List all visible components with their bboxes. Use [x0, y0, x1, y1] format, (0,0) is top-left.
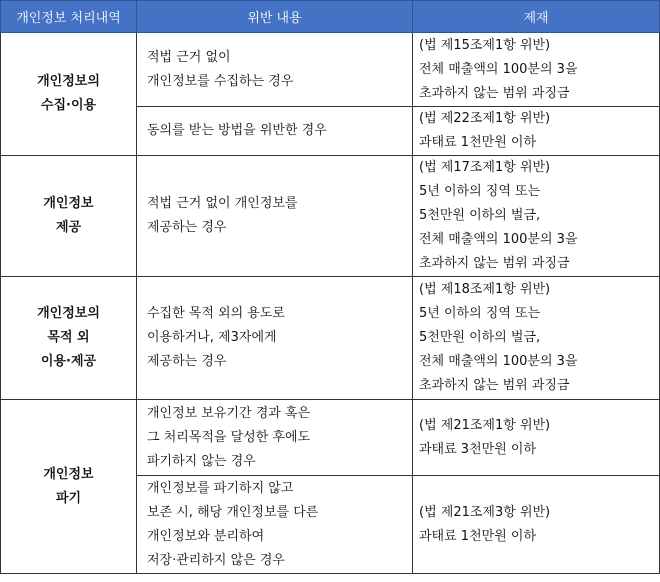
penalty-cell [413, 277, 660, 400]
penalty-line: 5천만원 이하의 벌금, [419, 330, 541, 345]
violation-line: 그 처리목적을 달성한 후에도 [147, 429, 311, 445]
category-line: 파기 [55, 490, 82, 506]
violation-line: 저장·관리하지 않은 경우 [147, 552, 285, 568]
violation-line: 보존 시, 해당 개인정보를 다른 [147, 504, 319, 520]
penalty-line: 전체 매출액의 100분의 3을 [419, 61, 578, 77]
penalty-cell [413, 400, 660, 476]
penalty-line: 과태료 1천만원 이하 [419, 528, 536, 544]
category-line: 수집·이용 [40, 98, 97, 113]
penalty-line: (법 제21조제1항 위반) [419, 417, 551, 433]
violation-line: 적법 근거 없이 [147, 49, 231, 65]
violation-line: 수집한 목적 외의 용도로 [147, 306, 285, 321]
penalty-line: (법 제17조제1항 위반) [419, 160, 551, 175]
penalty-line: 초과하지 않는 범위 과징금 [419, 85, 570, 101]
penalty-line: 초과하지 않는 범위 과징금 [419, 378, 570, 393]
category-line: 이용·제공 [40, 354, 97, 369]
category-line: 개인정보의 [37, 74, 100, 89]
penalty-line: 전체 매출액의 100분의 3을 [419, 354, 578, 369]
penalty-line: (법 제18조제1항 위반) [419, 282, 551, 297]
category-line: 제공 [55, 220, 82, 235]
category-cell-destruction [1, 400, 137, 574]
penalty-cell [413, 107, 660, 156]
violation-cell [137, 476, 413, 574]
penalty-line: 전체 매출액의 100분의 3을 [419, 232, 578, 247]
table-row [1, 277, 660, 400]
header-sanction: 제재 [413, 1, 660, 33]
penalty-line: 5년 이하의 징역 또는 [419, 306, 541, 321]
violation-line: 적법 근거 없이 개인정보를 [147, 196, 298, 211]
category-cell-off-purpose-use [1, 277, 137, 400]
header-violation: 위반 내용 [137, 1, 413, 33]
category-line: 개인정보의 [37, 306, 100, 321]
category-line: 목적 외 [47, 330, 90, 345]
violation-line: 제공하는 경우 [147, 220, 227, 235]
penalty-line: 과태료 1천만원 이하 [419, 135, 536, 150]
violation-cell [137, 400, 413, 476]
penalty-cell [413, 476, 660, 574]
penalty-line: (법 제15조제1항 위반) [419, 37, 551, 53]
violation-line: 개인정보 보유기간 경과 혹은 [147, 405, 311, 421]
header-processing-type: 개인정보 처리내역 [1, 1, 137, 33]
penalty-line: 5년 이하의 징역 또는 [419, 184, 541, 199]
penalty-line: 과태료 3천만원 이하 [419, 441, 536, 457]
header-row [1, 1, 660, 33]
table-row [1, 400, 660, 476]
table-row [1, 33, 660, 107]
violation-line: 제공하는 경우 [147, 354, 227, 369]
category-line: 개인정보 [43, 196, 94, 211]
violation-cell [137, 33, 413, 107]
penalty-line: 5천만원 이하의 벌금, [419, 208, 541, 223]
violation-line: 개인정보와 분리하여 [147, 528, 265, 544]
violation-line: 개인정보를 수집하는 경우 [147, 73, 294, 89]
penalty-cell [413, 33, 660, 107]
category-line: 개인정보 [43, 466, 94, 482]
penalty-cell [413, 156, 660, 277]
table-row [1, 156, 660, 277]
violation-cell [137, 156, 413, 277]
violation-line: 개인정보를 파기하지 않고 [147, 480, 294, 496]
category-cell-provision [1, 156, 137, 277]
penalty-line: (법 제21조제3항 위반) [419, 504, 551, 520]
violation-line: 파기하지 않는 경우 [147, 453, 256, 469]
penalty-line: 초과하지 않는 범위 과징금 [419, 256, 570, 271]
violation-cell [137, 277, 413, 400]
penalty-line: (법 제22조제1항 위반) [419, 111, 551, 126]
category-cell-collection-use [1, 33, 137, 156]
violation-line: 동의를 받는 방법을 위반한 경우 [147, 123, 327, 138]
violation-line: 이용하거나, 제3자에게 [147, 330, 277, 345]
violation-cell [137, 107, 413, 156]
